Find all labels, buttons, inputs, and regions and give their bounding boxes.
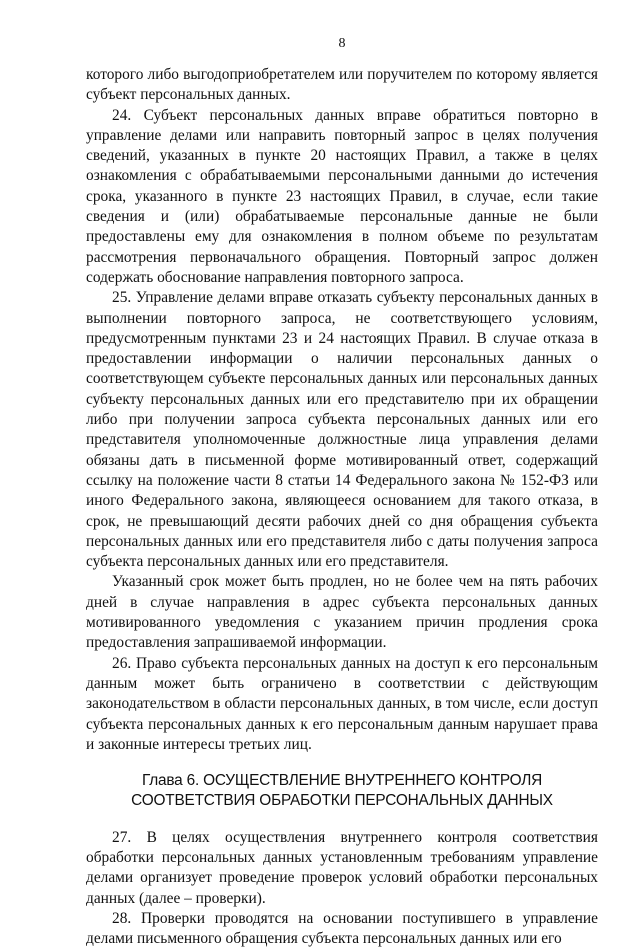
paragraph-27: 27. В целях осуществления внутреннего контроля соответствия обработки персональных данных установленным требованиям управление делами организует проведение проверок условий обработки персональных данных (далее – проверки). <box>86 828 598 907</box>
paragraph-25: 25. Управление делами вправе отказать субъекту персональных данных в выполнении повторного запроса, не соответствующего условиям, предусмотренным пунктами 23 и 24 настоящих Правил. В случае отказа в предоставлении информации о наличии персональных данных о соответствующем субъекте персональных данных или персональных данных субъекту персональных данных или его представителю при их обращении либо при получении запроса субъекта персональных данных или его представителя уполномоченные должностные лица управления делами обязаны дать в письменной форме мотивированный ответ, содержащий ссылку на положение части 8 статьи 14 Федерального закона № 152-ФЗ или иного Федерального закона, являющееся основанием для такого отказа, в срок, не превышающий десяти рабочих дней со дня обращения субъекта персональных данных или его представителя либо с даты получения запроса субъекта персональных данных или его представителя. <box>86 289 598 571</box>
document-body <box>86 65 598 949</box>
paragraph-continuation: которого либо выгодоприобретателем или поручителем по которому является субъект персональных данных. <box>86 66 598 104</box>
paragraph-28: 28. Проверки проводятся на основании поступившего в управление делами письменного обращения субъекта персональных данных или его <box>86 909 598 948</box>
paragraph-24: 24. Субъект персональных данных вправе обратиться повторно в управление делами или направить повторный запрос в целях получения сведений, указанных в пункте 20 настоящих Правил, а также в целях ознакомления с обрабатываемыми персональными данными до истечения срока, указанного в пункте 23 настоящих Правил, в случае, если такие сведения и (или) обрабатываемые персональные данные не были предоставлены ему для ознакомления в полном объеме по результатам рассмотрения первоначального обращения. Повторный запрос должен содержать обоснование направления повторного запроса. <box>86 106 598 286</box>
paragraph-25-extension: Указанный срок может быть продлен, но не более чем на пять рабочих дней в случае направления в адрес субъекта персональных данных мотивированного уведомления с указанием причин продления срока предоставления запрашиваемой информации. <box>86 573 598 652</box>
chapter-heading-line-1: Глава 6. ОСУЩЕСТВЛЕНИЕ ВНУТРЕННЕГО КОНТРОЛЯ <box>141 772 543 790</box>
paragraph-26: 26. Право субъекта персональных данных на доступ к его персональным данным может быть ограничено в соответствии с действующим законодательством в области персональных данных, в том числе, если доступ субъекта персональных данных к его персональным данным нарушает права и законные интересы третьих лиц. <box>86 654 598 753</box>
page-number: 8 <box>338 36 346 51</box>
chapter-heading-line-2: СООТВЕТСТВИЯ ОБРАБОТКИ ПЕРСОНАЛЬНЫХ ДАННЫХ <box>131 792 553 810</box>
chapter-heading <box>86 771 598 812</box>
